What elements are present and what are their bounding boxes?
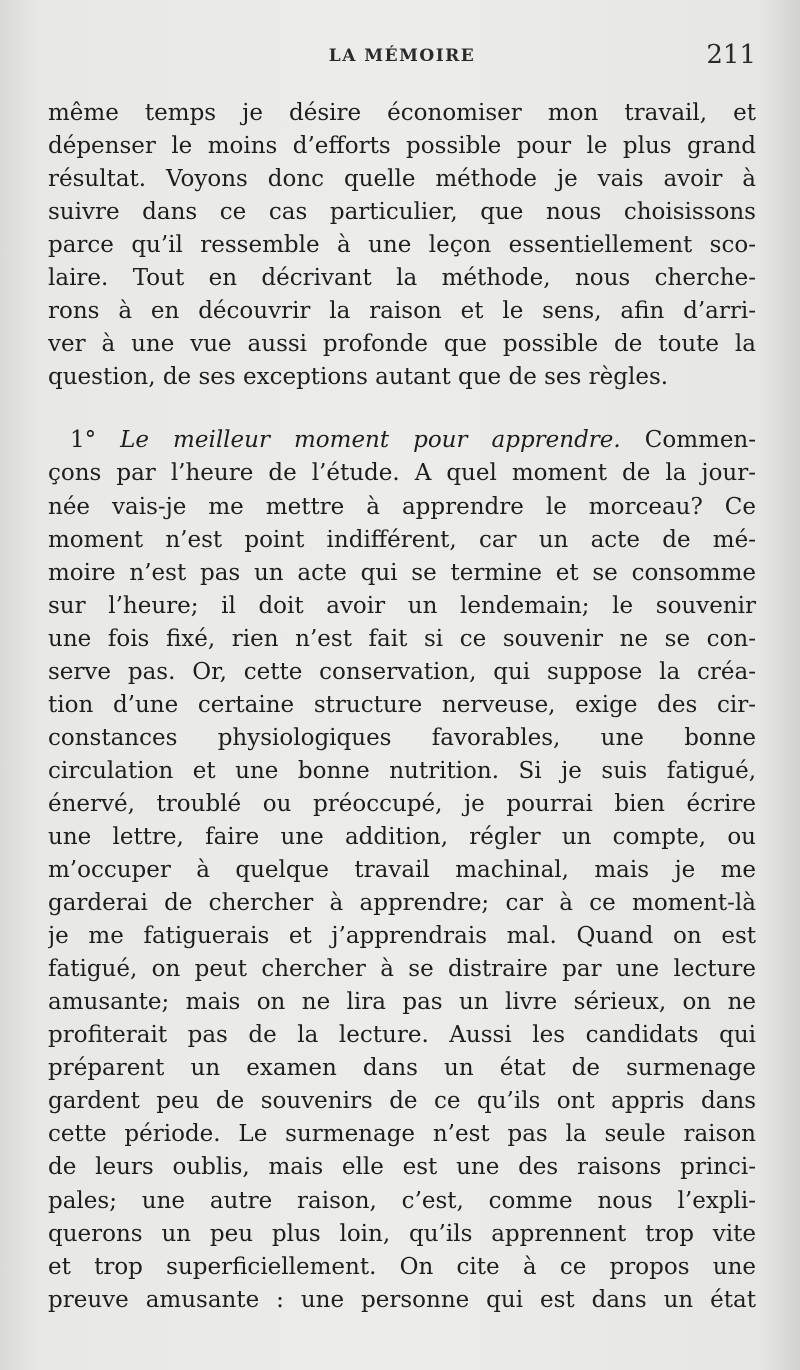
text-line: une fois fixé, rien n’est fait si ce souvenir ne se con- [48,625,756,652]
text-line: et trop superficiellement. On cite à ce propos une [48,1253,756,1280]
text-line: profiterait pas de la lecture. Aussi les candidats qui [48,1022,756,1049]
text-line: m’occuper à quelque travail machinal, mais je me [48,857,756,884]
text-line: née vais-je me mettre à apprendre le morceau? Ce [48,493,756,520]
text-line: amusante; mais on ne lira pas un livre sérieux, on ne [48,989,756,1016]
text-line: une lettre, faire une addition, régler un compte, ou [48,823,756,850]
text-line: gardent peu de souvenirs de ce qu’ils ont appris dans [48,1088,756,1115]
text-line: préparent un examen dans un état de surmenage [48,1055,756,1082]
text-line: même temps je désire économiser mon travail, et [48,100,756,126]
text-line: question, de ses exceptions autant que de ses règles. [48,364,669,391]
text-line: garderai de chercher à apprendre; car à ce moment-là [48,890,756,917]
paragraph-2 [48,424,756,1316]
text-line: dépenser le moins d’efforts possible pour le plus grand [48,133,756,160]
text-line: je me fatiguerais et j’apprendrais mal. Quand on est [48,923,756,950]
text-line: fatigué, on peut chercher à se distraire par une lecture [48,956,756,983]
text-line: de leurs oublis, mais elle est une des raisons princi- [48,1154,756,1181]
section-number: 1° [70,427,97,454]
text-line: cette période. Le surmenage n’est pas la seule raison [48,1121,756,1148]
text-line: pales; une autre raison, c’est, comme nous l’expli- [48,1187,756,1214]
text-line: énervé, troublé ou préoccupé, je pourrai bien écrire [48,790,756,817]
text-line: querons un peu plus loin, qu’ils apprennent trop vite [48,1220,756,1247]
body-text [48,97,756,1317]
text-line: laire. Tout en décrivant la méthode, nous cherche- [48,265,756,292]
text-line: çons par l’heure de l’étude. A quel moment de la jour- [48,460,756,487]
text-line: rons à en découvrir la raison et le sens, afin d’arri- [48,298,756,325]
text-line: serve pas. Or, cette conservation, qui suppose la créa- [48,658,756,685]
page-number: 211 [706,40,756,70]
text-fragment: Commen- [644,427,756,454]
text-line: circulation et une bonne nutrition. Si je suis fatigué, [48,757,756,784]
text-line: moire n’est pas un acte qui se termine et se consomme [48,559,756,586]
text-line: ver à une vue aussi profonde que possible de toute la [48,331,756,358]
running-header [48,40,756,80]
text-line: suivre dans ce cas particulier, que nous choisissons [48,199,756,226]
paragraph-1 [48,97,756,394]
text-line: preuve amusante : une personne qui est dans un état [48,1286,756,1313]
text-line: résultat. Voyons donc quelle méthode je vais avoir à [48,166,756,193]
text-line: moment n’est point indifférent, car un acte de mé- [48,526,756,553]
paragraph-gap [48,394,756,424]
section-heading-line [48,424,756,457]
section-heading: Le meilleur moment pour apprendre. [120,427,621,454]
text-line: tion d’une certaine structure nerveuse, exige des cir- [48,691,756,718]
text-line: parce qu’il ressemble à une leçon essentiellement sco- [48,232,756,259]
running-title: LA MÉMOIRE [328,46,476,66]
text-line: sur l’heure; il doit avoir un lendemain; le souvenir [48,592,756,619]
text-line: constances physiologiques favorables, une bonne [48,724,756,751]
